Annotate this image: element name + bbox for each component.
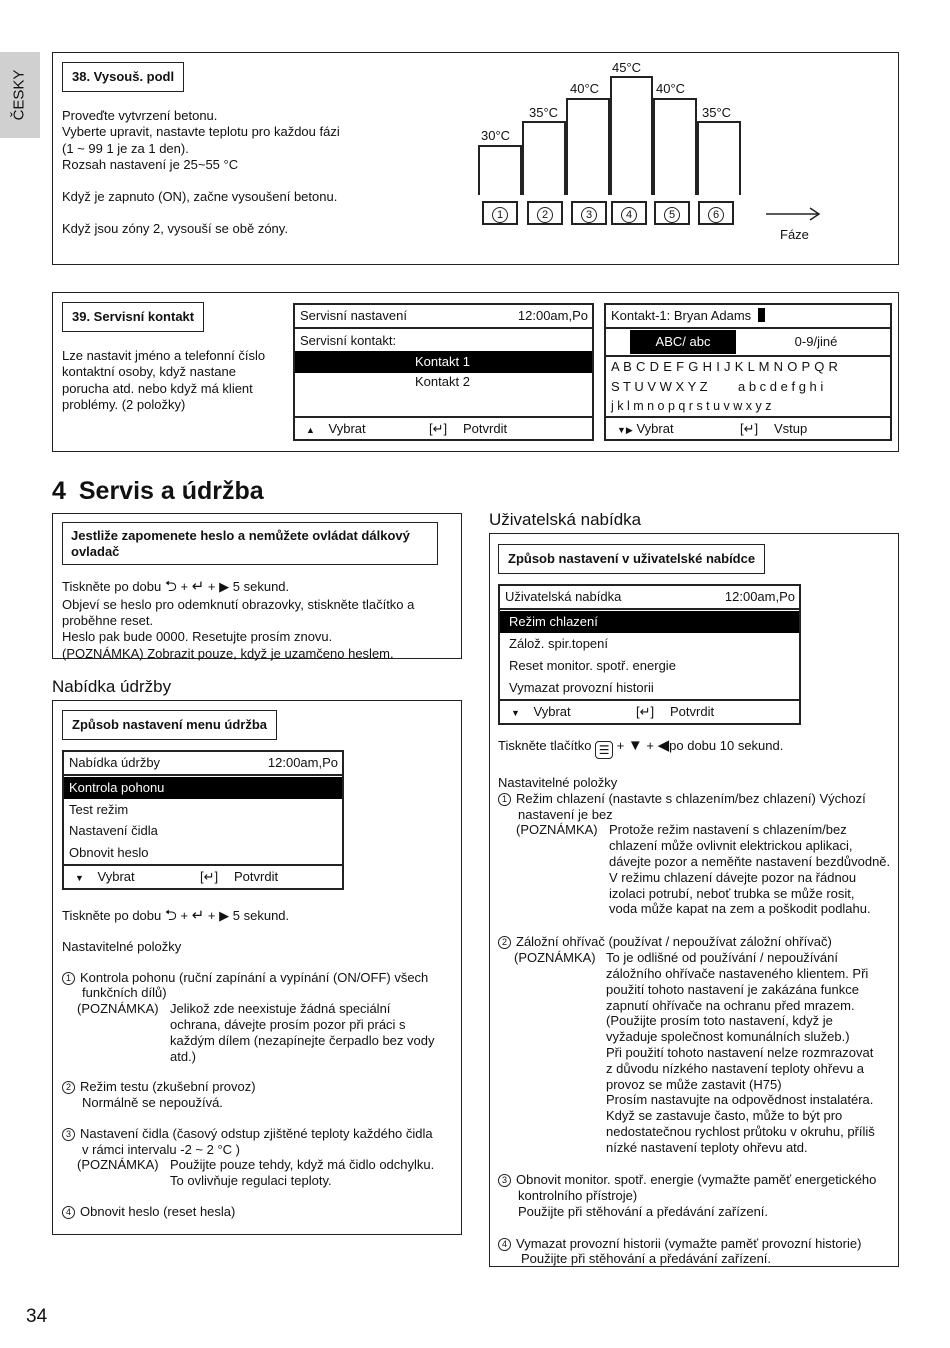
triangle-down-right-icon: ▼▶ [617,425,633,435]
phase-3: 3 [571,201,607,225]
text-line: atd.) [170,1048,197,1064]
text-line: To ovlivňuje regulaci teploty. [170,1173,332,1189]
text-line: chlazení může ovlivnit elektrickou aplikaci, [609,838,853,854]
lcd-title: Nabídka údržby [69,755,161,770]
play-key-icon: ▶ [219,908,230,923]
lcd-select-label: Vybrat [97,869,135,884]
forgot-password-title: Jestliže zapomenete heslo a nemůžete ovládat dálkový ovladač [62,522,438,565]
text-line: použití tohoto nastavení je zakázána funkce [606,981,859,997]
maintenance-title: Způsob nastavení menu údržba [62,710,277,740]
temp-label: 40°C [656,81,686,96]
menu-item-clear-history[interactable]: Vymazat provozní historii [509,680,654,695]
text-line: v rámci intervalu -2 ~ 2 °C ) [82,1141,240,1157]
triangle-up-icon: ▲ [306,425,315,435]
temp-label: 35°C [529,105,559,120]
text-line: Při použití tohoto nastavení nelze rozmrazovat [606,1044,874,1060]
note-label: (POZNÁMKA) [516,822,598,838]
user-menu-heading: Uživatelská nabídka [489,510,642,529]
text-line: 5 sekund. [232,908,290,923]
text-line: Heslo pak bude 0000. Resetujte prosím znovu. [62,629,333,645]
text-line: Když je zapnuto (ON), začne vysoušení betonu. [62,189,338,204]
phase-4: 4 [611,201,647,225]
text-line: nedostatečnou rychlost průtoku v okruhu, příliš [606,1123,875,1139]
menu-item-backup-heater[interactable]: Zálož. spir.topení [509,636,608,651]
text-line: (Použijte prosím toto nastavení, když je [606,1013,833,1029]
text-line: Vymazat provozní historii (vymažte paměť provozní historie) [516,1235,862,1251]
text-line: Obnovit heslo (reset hesla) [80,1204,236,1220]
enter-key-icon: [↵] [740,421,759,436]
tab-abc[interactable]: ABC/ abc [630,330,736,354]
temp-bar [610,76,653,195]
lcd-title: Uživatelská nabídka [505,589,622,604]
menu-item-sensor-settings[interactable]: Nastavení čidla [69,823,158,838]
text-line: Lze nastavit jméno a telefonní číslo [62,348,266,363]
text-line: Kontrola pohonu (ruční zapínání a vypínání (ON/OFF) všech [80,969,429,985]
back-key-icon: ⮌ [164,578,177,595]
side-tab [0,52,40,138]
text-line: Nastavení čidla (časový odstup zjištěné teploty každého čidla [80,1125,433,1141]
text-line: Proveďte vytvrzení betonu. [62,108,218,123]
text-line: Režim chlazení (nastavte s chlazením/bez chlazení) Výchozí [516,790,866,806]
user-menu-text: Tiskněte tlačítko ☰ + ▼ + ◀po dobu 10 sekund. Nastavitelné položky 1 Režim chlazení (nastavte s chlazením/bez chlazení) Výchozí nastavení je bez (POZNÁMKA) Protože režim nastavení s chlazením/bez chlazení může ovlivnit elektrickou aplikaci, dávejte pozor a neměňte nastavení bezdůvodně. V režimu chlazení dávejte pozor na řádnou izolaci potrubí, neboť trubka se může rosit, voda může kapat na zem a poškodit podlahu. 2 Záložní ohřívač (používat / nepoužívat záložní ohřívač) (POZNÁMKA) To je odlišné od používání / nepoužívání záložního ohřívače nastaveného klientem. Při použití tohoto nastavení je zakázána funkce zapnutí ohřívače na ochranu před mrazem. (Použijte prosím toto nastavení, když je vyžaduje společnost komunálních služeb.) Při použití tohoto nastavení nelze rozmrazovat z důvodu nízkého nastavení teploty ohřevu a provoz se může zastavit (H75) Prosím nastavujte na odpovědnost instalatéra. Když se zastavuje často, může to být pro nedostatečnou rychlost průtoku v okruhu, příliš nízké nastavení teploty ohřevu atd. 3 Obnovit monitor. spotř. energie (vymažte paměť energetického kontrolního přístroje) Použijte při stěhování a předávání zařízení. 4 Vymazat provozní historii (vymažte paměť provozní historie) Použijte při stěhování a předávání zařízení. [498,737,891,1267]
lcd-select-label: Vybrat [533,704,571,719]
text-line: proběhne reset. [62,613,154,628]
temp-label: 40°C [570,81,600,96]
char-row[interactable]: a b c d e f g h i [738,379,824,394]
lcd-time: 12:00am,Po [517,308,588,323]
play-key-icon: ▶ [219,579,230,594]
lcd-user-menu [498,584,801,725]
text-line: Použijte při stěhování a předávání zařízení. [521,1251,772,1267]
back-key-icon: ⮌ [164,907,177,924]
phase-2: 2 [527,201,563,225]
section-38-text [62,108,340,238]
text-line: V režimu chlazení dávejte pozor na řádnou [609,869,857,885]
text-line: každým dílem (nezapínejte čerpadlo bez vody [170,1032,435,1048]
text-line: porucha atd. nebo když má klient [62,380,253,396]
section-39-text [62,348,265,413]
text-line: Když jsou zóny 2, vysouší se obě zóny. [62,221,288,237]
lcd-subtitle: Servisní kontakt: [300,333,397,348]
lcd-time: 12:00am,Po [724,589,795,604]
arrow-right-icon [766,207,822,221]
page-number: 34 [26,1306,48,1327]
text-line: Obnovit monitor. spotř. energie (vymažte paměť energetického [516,1172,877,1188]
lcd-select-label: Vybrat [636,421,674,436]
number-1-icon: 1 [498,793,511,806]
lcd-contact-name [604,303,892,441]
forgot-password-text: Tiskněte po dobu ⮌ + ↵ + ▶ 5 sekund. Objeví se heslo pro odemknutí obrazovky, stiskněte tlačítko a proběhne reset. Heslo pak bude 0000. Resetujte prosím znovu. (POZNÁMKA) Zobrazit pouze, když je uzamčeno heslem. [62,578,415,661]
number-4-icon: 4 [62,1206,75,1219]
enter-key-icon: [↵] [200,869,219,884]
number-3-icon: 3 [62,1128,75,1141]
lcd-confirm-label: Potvrdit [234,869,279,884]
text-line: 5 sekund. [232,579,290,594]
text-line: ochrana, dávejte prosím pozor při práci s [170,1016,406,1032]
lcd-select-label: Vybrat [328,421,366,436]
phase-1: 1 [482,201,518,225]
lcd-title: Servisní nastavení [300,308,407,323]
text-line: Prosím nastavujte na odpovědnost instalatéra. [606,1092,874,1108]
triangle-down-icon: ▼ [511,708,520,718]
triangle-down-icon: ▼ [75,873,84,883]
menu-item-test-mode[interactable]: Test režim [69,802,129,817]
lcd-title: Kontakt-1: Bryan Adams [611,308,752,323]
text-line: kontrolního přístroje) [518,1187,638,1203]
text-line: zapnutí ohřívače na ochranu před mrazem. [606,997,855,1013]
text-line: Použijte pouze tehdy, když má čidlo odchylku. [170,1157,435,1173]
menu-item-kontakt-2[interactable]: Kontakt 2 [415,374,470,389]
text-cursor [758,308,765,322]
menu-item-reset-password[interactable]: Obnovit heslo [69,845,149,860]
note-label: (POZNÁMKA) [77,1001,159,1017]
lcd-enter-label: Vstup [774,421,808,436]
down-key-icon: ▼ [627,737,643,754]
temp-bar [566,98,610,195]
menu-item-drive-check[interactable]: Kontrola pohonu [64,777,342,799]
text-line: dávejte pozor a neměňte nastavení bezdůvodně. [609,853,891,869]
temp-bar [697,121,741,195]
drying-chart [470,58,830,248]
number-3-icon: 3 [498,1174,511,1187]
text-line: nízké nastavení teploty ohřevu atd. [606,1139,808,1155]
menu-item-reset-energy-monitor[interactable]: Reset monitor. spotř. energie [509,658,676,673]
number-4-icon: 4 [498,1238,511,1251]
text-line: funkčních dílů) [82,985,167,1001]
char-row[interactable]: j k l m n o p q r s t u v w x y z [611,399,772,413]
text-line: Tiskněte tlačítko [498,738,592,753]
text-line: Jelikož zde neexistuje žádná speciální [170,1001,391,1017]
enter-key-icon: ↵ [191,578,205,595]
lcd-time: 12:00am,Po [267,755,338,770]
enter-key-icon: [↵] [636,704,655,719]
text-line: Nastavitelné položky [62,938,182,954]
temp-label: 30°C [481,128,511,143]
text-line: Použijte při stěhování a předávání zařízení. [518,1203,769,1219]
text-line: po dobu 10 sekund. [669,738,784,753]
text-line: Normálně se nepoužívá. [82,1094,223,1110]
temp-bar [653,98,697,195]
text-line: Režim testu (zkušební provoz) [80,1079,256,1095]
chapter-title: Servis a údržba [78,477,264,505]
text-line: Protože režim nastavení s chlazením/bez [609,822,847,838]
number-2-icon: 2 [62,1081,75,1094]
text-line: kontaktní osoby, když nastane [62,364,236,380]
char-row[interactable]: A B C D E F G H I J K L M N O P Q R [611,359,839,374]
phase-5: 5 [654,201,690,225]
menu-item-kontakt-1[interactable]: Kontakt 1 [295,351,592,373]
tab-numbers[interactable]: 0-9/jiné [794,334,838,349]
temp-label: 45°C [612,60,642,75]
maintenance-heading: Nabídka údržby [52,677,172,696]
char-row[interactable]: S T U V W X Y Z [611,379,708,394]
temp-bar [522,121,566,195]
enter-key-icon: ↵ [191,907,205,924]
phase-axis-label: Fáze [780,227,809,242]
text-line: Objeví se heslo pro odemknutí obrazovky, stiskněte tlačítko a [62,596,415,612]
text-line: Nastavitelné položky [498,775,618,790]
side-tab-label: ČESKY [10,69,28,121]
lcd-confirm-label: Potvrdit [670,704,715,719]
menu-key-icon: ☰ [595,741,613,759]
note-label: (POZNÁMKA) [77,1157,159,1173]
chapter-heading [52,476,264,507]
number-1-icon: 1 [62,972,75,985]
text-line: izolaci potrubí, neboť trubka se může rosit, [609,885,855,901]
text-line: problémy. (2 položky) [62,396,186,412]
text-line: Záložní ohřívač (používat / nepoužívat záložní ohřívač) [516,934,832,950]
text-line: Tiskněte po dobu [62,908,162,923]
text-line: z důvodu nízkého nastavení teploty ohřevu a [606,1060,865,1076]
left-key-icon: ◀ [657,737,670,754]
lcd-maintenance-menu [62,750,344,890]
text-line: Tiskněte po dobu [62,579,162,594]
text-line: Rozsah nastavení je 25~55 °C [62,156,239,172]
chapter-number: 4 [52,477,66,505]
phase-6: 6 [698,201,734,225]
text-line: (1 ~ 99 1 je za 1 den). [62,140,189,156]
lcd-service-contact [293,303,594,441]
temp-bar [478,145,522,195]
text-line: provoz se může zastavit (H75) [606,1076,782,1092]
section-39-title: 39. Servisní kontakt [62,302,204,332]
menu-item-cooling-mode[interactable]: Režim chlazení [500,611,799,633]
text-line: záložního ohřívače nastaveného klientem. Při [606,965,869,981]
number-2-icon: 2 [498,936,511,949]
enter-key-icon: [↵] [429,421,448,436]
text-line: Vyberte upravit, nastavte teplotu pro každou fázi [62,124,340,140]
text-line: Když se zastavuje často, může to být pro [606,1108,843,1124]
text-line: (POZNÁMKA) Zobrazit pouze, když je uzamčeno heslem. [62,645,394,661]
text-line: voda může kapat na zem a poškodit podlahu. [609,901,871,917]
user-menu-title: Způsob nastavení v uživatelské nabídce [498,544,765,574]
temp-label: 35°C [702,105,732,120]
lcd-confirm-label: Potvrdit [463,421,508,436]
text-line: vyžaduje společnost komunálních služeb.) [606,1029,850,1045]
text-line: nastavení je bez [518,806,613,822]
note-label: (POZNÁMKA) [514,950,596,966]
section-38-title: 38. Vysouš. podl [62,62,184,92]
maintenance-text: Tiskněte po dobu ⮌ + ↵ + ▶ 5 sekund. Nastavitelné položky 1 Kontrola pohonu (ruční zapínání a vypínání (ON/OFF) všech funkčních dílů) (POZNÁMKA) Jelikož zde neexistuje žádná speciální ochrana, dávejte prosím pozor při práci s každým dílem (nezapínejte čerpadlo bez vody atd.) 2 Režim testu (zkušební provoz) Normálně se nepoužívá. 3 Nastavení čidla (časový odstup zjištěné teploty každého čidla v rámci intervalu -2 ~ 2 °C ) (POZNÁMKA) Použijte pouze tehdy, když má čidlo odchylku. To ovlivňuje regulaci teploty. 4 Obnovit heslo (reset hesla) [62,907,435,1220]
text-line: To je odlišné od používání / nepoužívání [606,950,838,966]
